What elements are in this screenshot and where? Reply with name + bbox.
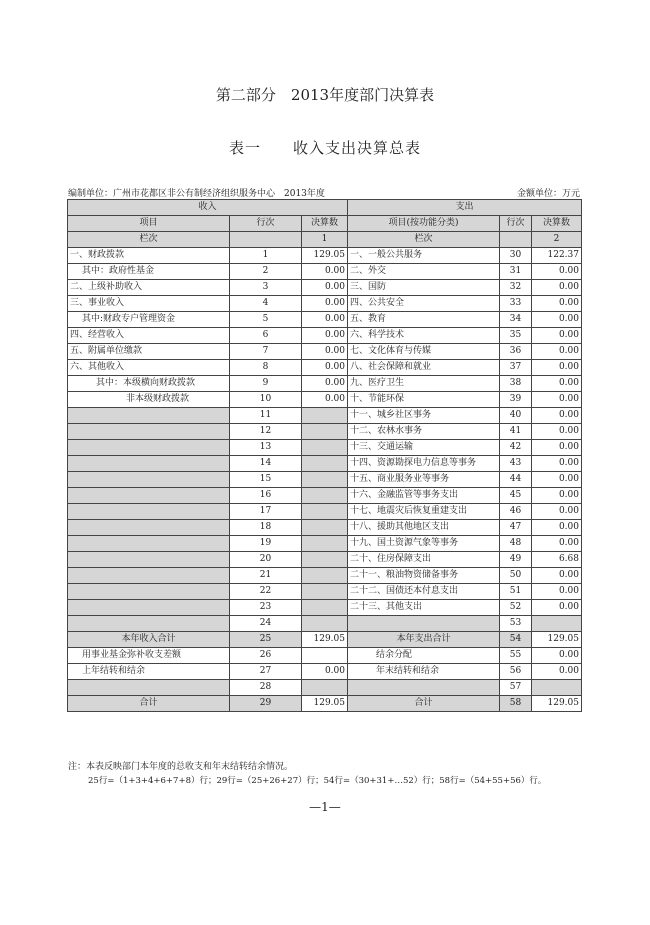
income-amount: 0.00 (302, 664, 348, 680)
expense-column-label: 栏次 (348, 232, 500, 248)
expense-line: 42 (500, 440, 532, 456)
income-line: 22 (230, 584, 302, 600)
expense-item: 二十三、其他支出 (348, 600, 500, 616)
table-row (68, 472, 582, 488)
income-amount (302, 456, 348, 472)
expense-line: 39 (500, 392, 532, 408)
income-amount (302, 648, 348, 664)
income-amount: 0.00 (302, 360, 348, 376)
income-amount: 129.05 (302, 632, 348, 648)
income-amount (302, 552, 348, 568)
expense-amount (532, 680, 582, 696)
table-row (68, 664, 582, 680)
income-item: 四、经营收入 (68, 328, 230, 344)
income-item (68, 584, 230, 600)
income-item (68, 488, 230, 504)
expense-item: 四、公共安全 (348, 296, 500, 312)
expense-item: 十七、地震灾后恢复重建支出 (348, 504, 500, 520)
income-line: 10 (230, 392, 302, 408)
compiling-unit: 编制单位：广州市花都区非公有制经济组织服务中心 2013年度 (68, 189, 325, 199)
expense-amount: 0.00 (532, 472, 582, 488)
income-line: 13 (230, 440, 302, 456)
table-row (68, 584, 582, 600)
expense-item: 二十二、国债还本付息支出 (348, 584, 500, 600)
income-line: 18 (230, 520, 302, 536)
income-item (68, 472, 230, 488)
expense-line: 51 (500, 584, 532, 600)
expense-line: 41 (500, 424, 532, 440)
expense-line: 53 (500, 616, 532, 632)
expense-line: 55 (500, 648, 532, 664)
expense-item: 八、社会保障和就业 (348, 360, 500, 376)
expense-item: 年末结转和结余 (348, 664, 500, 680)
income-amount (302, 600, 348, 616)
expense-line: 49 (500, 552, 532, 568)
table-row (68, 408, 582, 424)
page-title: 第二部分 2013年度部门决算表 (215, 86, 435, 104)
income-line: 26 (230, 648, 302, 664)
income-amount: 0.00 (302, 328, 348, 344)
income-item (68, 552, 230, 568)
income-amount (302, 424, 348, 440)
table-row (68, 440, 582, 456)
income-amount (302, 680, 348, 696)
table-row (68, 488, 582, 504)
expense-item: 十四、资源勘探电力信息等事务 (348, 456, 500, 472)
expense-item: 十、节能环保 (348, 392, 500, 408)
income-item: 合计 (68, 696, 230, 712)
income-amount (302, 584, 348, 600)
income-line: 24 (230, 616, 302, 632)
expense-amount: 0.00 (532, 488, 582, 504)
expense-item: 十五、商业服务业等事务 (348, 472, 500, 488)
expense-line: 52 (500, 600, 532, 616)
income-line: 23 (230, 600, 302, 616)
expense-line: 33 (500, 296, 532, 312)
page-number: —1— (309, 800, 341, 814)
income-amount: 0.00 (302, 264, 348, 280)
table-row (68, 648, 582, 664)
expense-amount: 122.37 (532, 248, 582, 264)
expense-item: 合计 (348, 696, 500, 712)
income-item: 其中:财政专户管理资金 (68, 312, 230, 328)
table-row (68, 552, 582, 568)
income-line: 19 (230, 536, 302, 552)
expense-amount: 0.00 (532, 296, 582, 312)
expense-item: 结余分配 (348, 648, 500, 664)
expense-item: 十六、金融监管等事务支出 (348, 488, 500, 504)
expense-item: 三、国防 (348, 280, 500, 296)
expense-line: 30 (500, 248, 532, 264)
expense-line: 40 (500, 408, 532, 424)
table-row (68, 616, 582, 632)
table-row (68, 696, 582, 712)
table-row (68, 536, 582, 552)
expense-amount-header: 决算数 (532, 216, 582, 232)
income-item (68, 600, 230, 616)
expense-line: 32 (500, 280, 532, 296)
expense-amount: 0.00 (532, 600, 582, 616)
expense-line: 48 (500, 536, 532, 552)
table-row (68, 504, 582, 520)
expense-line: 54 (500, 632, 532, 648)
income-line: 8 (230, 360, 302, 376)
income-amount: 0.00 (302, 296, 348, 312)
income-item (68, 520, 230, 536)
expense-line: 36 (500, 344, 532, 360)
expense-amount: 129.05 (532, 696, 582, 712)
expense-item: 二、外交 (348, 264, 500, 280)
expense-amount: 0.00 (532, 584, 582, 600)
expense-amount: 0.00 (532, 264, 582, 280)
table-row (68, 248, 582, 264)
income-item: 非本级财政拨款 (68, 392, 230, 408)
expense-item: 一、一般公共服务 (348, 248, 500, 264)
expense-line-header: 行次 (500, 216, 532, 232)
expense-amount: 0.00 (532, 648, 582, 664)
income-amount: 0.00 (302, 376, 348, 392)
expense-line: 31 (500, 264, 532, 280)
expense-amount: 0.00 (532, 280, 582, 296)
amount-unit: 金额单位：万元 (516, 189, 580, 199)
expense-amount: 0.00 (532, 568, 582, 584)
income-item (68, 568, 230, 584)
expense-item: 五、教育 (348, 312, 500, 328)
income-item: 五、附属单位缴款 (68, 344, 230, 360)
income-amount (302, 568, 348, 584)
income-line: 5 (230, 312, 302, 328)
income-line: 29 (230, 696, 302, 712)
expense-amount: 0.00 (532, 392, 582, 408)
income-amount: 0.00 (302, 344, 348, 360)
income-amount (302, 504, 348, 520)
income-amount: 129.05 (302, 248, 348, 264)
expense-header: 支出 (348, 200, 582, 216)
expense-item-header: 项目(按功能分类) (348, 216, 500, 232)
income-amount (302, 440, 348, 456)
income-line: 15 (230, 472, 302, 488)
expense-amount: 0.00 (532, 520, 582, 536)
expense-line: 35 (500, 328, 532, 344)
income-line: 11 (230, 408, 302, 424)
income-amount: 129.05 (302, 696, 348, 712)
income-item: 用事业基金弥补收支差额 (68, 648, 230, 664)
expense-line: 56 (500, 664, 532, 680)
expense-line: 43 (500, 456, 532, 472)
expense-item: 二十一、粮油物资储备事务 (348, 568, 500, 584)
table-row (68, 392, 582, 408)
income-item (68, 424, 230, 440)
expense-column-number: 2 (532, 232, 582, 248)
table-row (68, 264, 582, 280)
income-line: 6 (230, 328, 302, 344)
expense-amount: 0.00 (532, 504, 582, 520)
income-column-label: 栏次 (68, 232, 230, 248)
table-title: 表一 收入支出决算总表 (228, 139, 421, 157)
expense-amount: 0.00 (532, 344, 582, 360)
income-amount (302, 536, 348, 552)
income-line: 17 (230, 504, 302, 520)
income-line: 27 (230, 664, 302, 680)
income-header: 收入 (68, 200, 348, 216)
income-line: 1 (230, 248, 302, 264)
income-amount-header: 决算数 (302, 216, 348, 232)
income-amount: 0.00 (302, 392, 348, 408)
note: 注：本表反映部门本年度的总收支和年末结转结余情况。 (68, 762, 294, 772)
expense-amount: 0.00 (532, 312, 582, 328)
expense-line: 45 (500, 488, 532, 504)
income-item: 其中：政府性基金 (68, 264, 230, 280)
income-line: 20 (230, 552, 302, 568)
expense-item: 十二、农林水事务 (348, 424, 500, 440)
expense-item (348, 680, 500, 696)
income-column-number: 1 (302, 232, 348, 248)
income-item (68, 536, 230, 552)
expense-amount: 0.00 (532, 376, 582, 392)
expense-line: 37 (500, 360, 532, 376)
table-row (68, 360, 582, 376)
expense-item: 本年支出合计 (348, 632, 500, 648)
income-line: 3 (230, 280, 302, 296)
income-amount (302, 408, 348, 424)
expense-amount: 129.05 (532, 632, 582, 648)
table-row (68, 680, 582, 696)
table-row (68, 632, 582, 648)
expense-amount: 0.00 (532, 408, 582, 424)
income-item: 三、事业收入 (68, 296, 230, 312)
expense-amount: 0.00 (532, 360, 582, 376)
income-line: 21 (230, 568, 302, 584)
expense-line: 57 (500, 680, 532, 696)
income-line: 7 (230, 344, 302, 360)
expense-amount: 0.00 (532, 424, 582, 440)
expense-line: 34 (500, 312, 532, 328)
expense-item: 十三、交通运输 (348, 440, 500, 456)
table-row (68, 520, 582, 536)
income-line: 25 (230, 632, 302, 648)
income-amount (302, 488, 348, 504)
expense-amount: 0.00 (532, 328, 582, 344)
expense-item: 七、文化体育与传媒 (348, 344, 500, 360)
table-row (68, 600, 582, 616)
income-line-header: 行次 (230, 216, 302, 232)
expense-item: 二十、住房保障支出 (348, 552, 500, 568)
income-line: 14 (230, 456, 302, 472)
income-line: 12 (230, 424, 302, 440)
income-item: 一、财政拨款 (68, 248, 230, 264)
income-item: 六、其他收入 (68, 360, 230, 376)
income-amount: 0.00 (302, 312, 348, 328)
table-row (68, 296, 582, 312)
expense-amount (532, 616, 582, 632)
income-item (68, 408, 230, 424)
expense-amount: 0.00 (532, 664, 582, 680)
table-row (68, 312, 582, 328)
table-row (68, 568, 582, 584)
income-line: 28 (230, 680, 302, 696)
table-row (68, 424, 582, 440)
table-row (68, 456, 582, 472)
income-item (68, 456, 230, 472)
table-row (68, 376, 582, 392)
expense-item: 六、科学技术 (348, 328, 500, 344)
expense-item: 十一、城乡社区事务 (348, 408, 500, 424)
income-line: 2 (230, 264, 302, 280)
income-item: 本年收入合计 (68, 632, 230, 648)
income-amount (302, 520, 348, 536)
income-item: 二、上级补助收入 (68, 280, 230, 296)
expense-amount: 0.00 (532, 440, 582, 456)
expense-amount: 0.00 (532, 456, 582, 472)
expense-line: 38 (500, 376, 532, 392)
formula-note: 25行=（1+3+4+6+7+8）行；29行=（25+26+27）行；54行=（30+31+…52）行；58行=（54+55+56）行。 (88, 776, 547, 786)
expense-line: 46 (500, 504, 532, 520)
income-expense-table (67, 199, 582, 712)
income-item (68, 616, 230, 632)
expense-amount: 6.68 (532, 552, 582, 568)
income-line: 16 (230, 488, 302, 504)
income-amount: 0.00 (302, 280, 348, 296)
expense-amount: 0.00 (532, 536, 582, 552)
income-line: 4 (230, 296, 302, 312)
expense-line: 44 (500, 472, 532, 488)
income-item-header: 项目 (68, 216, 230, 232)
income-item: 其中：本级横向财政拨款 (68, 376, 230, 392)
table-row (68, 344, 582, 360)
table-row (68, 328, 582, 344)
expense-line: 58 (500, 696, 532, 712)
income-item (68, 680, 230, 696)
expense-item (348, 616, 500, 632)
expense-item: 十八、援助其他地区支出 (348, 520, 500, 536)
income-line: 9 (230, 376, 302, 392)
expense-line: 47 (500, 520, 532, 536)
income-item: 上年结转和结余 (68, 664, 230, 680)
income-amount (302, 616, 348, 632)
expense-line: 50 (500, 568, 532, 584)
table-row (68, 280, 582, 296)
expense-item: 十九、国土资源气象等事务 (348, 536, 500, 552)
income-amount (302, 472, 348, 488)
income-item (68, 504, 230, 520)
expense-item: 九、医疗卫生 (348, 376, 500, 392)
income-item (68, 440, 230, 456)
